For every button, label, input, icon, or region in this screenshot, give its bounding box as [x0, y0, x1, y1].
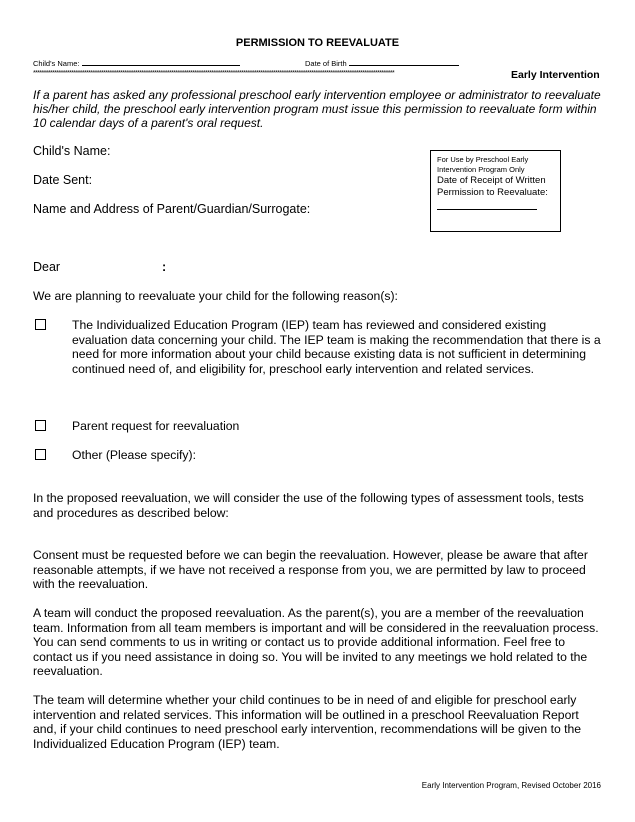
dob-header-label: Date of Birth: [305, 59, 347, 68]
option-iep-review: The Individualized Education Program (IEP) team has reviewed and considered existing evaluation data concerning your child. The IEP team is making the recommendation that there is a need for more information about your child because existing data is not sufficient in determining continued need of, and eligibility for, preschool early intervention and related services.: [72, 318, 601, 376]
consent-paragraph: Consent must be requested before we can begin the reevaluation. However, please be aware that after reasonable attempts, if we have not received a response from you, we are permitted by law to proceed with the reevaluation.: [33, 548, 588, 591]
team-paragraph: A team will conduct the proposed reevaluation. As the parent(s), you are a member of the reevaluation team. Information from all team members is important and will be considered in the reevaluation process. You can send comments to us in writing or contact us to provide additional information. Feel free to contact us if you need assistance in doing so. You will be invited to any meetings we hold related to the reevaluation.: [33, 606, 599, 678]
program-label: Early Intervention: [511, 69, 600, 81]
determination-paragraph: The team will determine whether your child continues to be in need of and eligible for preschool early intervention and related services. This information will be outlined in a preschool Reevaluation Report and, if your child continues to need preschool early intervention, recommendations will be given to the Individualized Education Program (IEP) team.: [33, 693, 582, 751]
salutation-colon: :: [162, 260, 167, 274]
page-title: PERMISSION TO REEVALUATE: [235, 37, 400, 49]
receipt-date-field[interactable]: [437, 209, 537, 210]
parent-address-field[interactable]: Name and Address of Parent/Guardian/Surrogate:: [33, 202, 311, 216]
child-name-field[interactable]: Child's Name:: [33, 144, 111, 158]
salutation: Dear: [33, 260, 61, 274]
assessment-paragraph: In the proposed reevaluation, we will consider the use of the following types of assessment tools, tests and procedures as described below:: [33, 491, 584, 520]
office-use-header: For Use by Preschool Early Intervention Program Only: [437, 155, 529, 174]
checkbox-parent-request[interactable]: [35, 420, 46, 431]
dob-header-field[interactable]: [349, 57, 459, 66]
office-use-line2: Permission to Reevaluate:: [437, 187, 548, 198]
option-other: Other (Please specify):: [72, 448, 196, 462]
office-use-line1: Date of Receipt of Written: [437, 175, 546, 186]
child-name-header-field[interactable]: [82, 57, 240, 66]
office-use-box: [430, 150, 561, 232]
intro-instructions: If a parent has asked any professional preschool early intervention employee or administrator to reevaluate his/her child, the preschool early intervention program must issue this permission to reevaluate form within 10 calendar days of a parent's oral request.: [33, 88, 601, 130]
checkbox-other[interactable]: [35, 449, 46, 460]
option-parent-request: Parent request for reevaluation: [72, 419, 240, 433]
checkbox-iep-review[interactable]: [35, 319, 46, 330]
star-divider: **************************************************************************************************************************************************************************: [33, 70, 395, 77]
footer-note: Early Intervention Program, Revised October 2016: [421, 781, 601, 790]
child-name-header: [33, 57, 240, 68]
child-name-header-label: Child's Name:: [33, 59, 80, 68]
dob-header: [305, 57, 459, 68]
date-sent-field[interactable]: Date Sent:: [33, 173, 93, 187]
reasons-intro: We are planning to reevaluate your child for the following reason(s):: [33, 289, 398, 303]
